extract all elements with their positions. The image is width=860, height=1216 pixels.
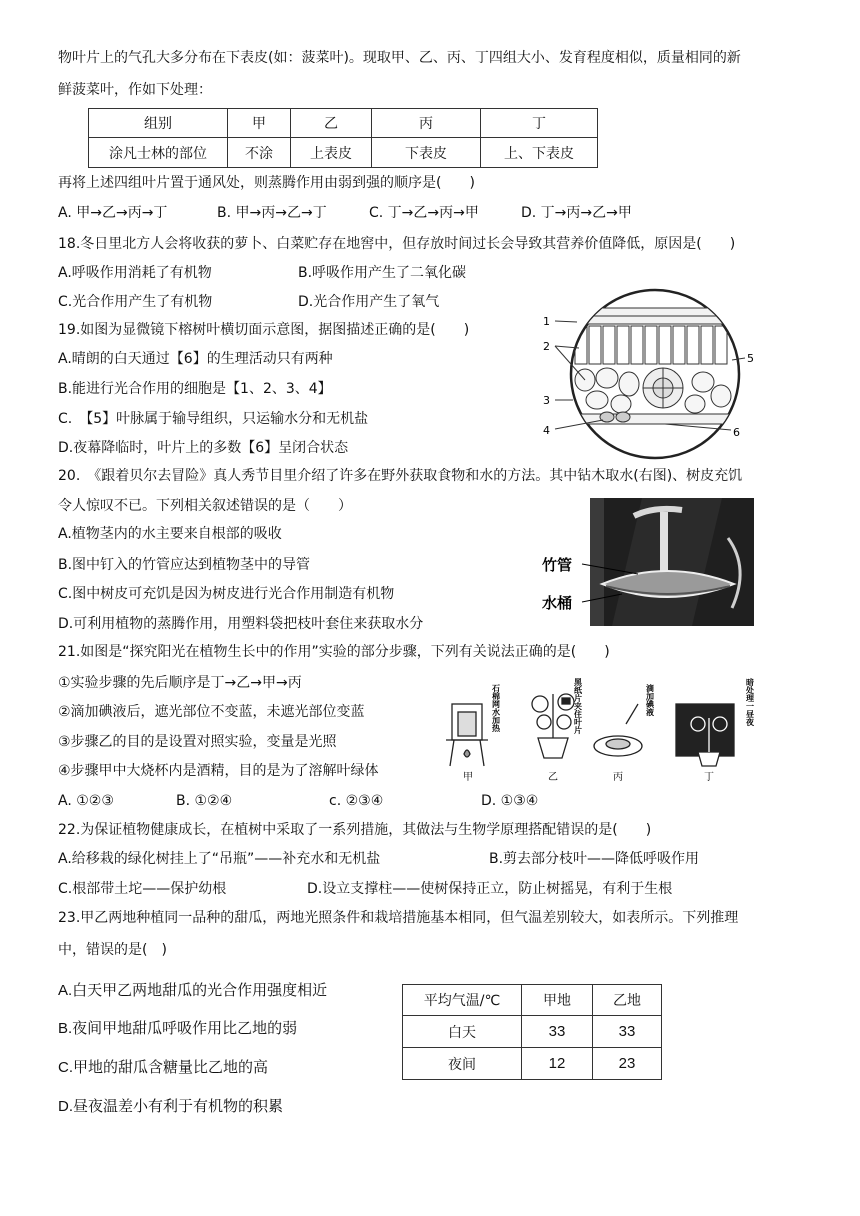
- q18-option-c: C.光合作用产生了有机物: [58, 294, 213, 310]
- intro-line-1: 物叶片上的气孔大多分布在下表皮(如：菠菜叶)。现取甲、乙、丙、丁四组大小、发育程度相似，质量相同的新: [58, 50, 741, 66]
- bucket-label: 水桶: [542, 594, 573, 612]
- q22-option-c: C.根部带土坨——保护幼根: [58, 881, 227, 897]
- leaf-cross-section-figure: [535, 288, 765, 460]
- table-cell: 涂凡士林的部位: [89, 138, 228, 168]
- q18-stem: 18.冬日里北方人会将收获的萝卜、白菜贮存在地窖中，但存放时间过长会导致其营养价值降低，原因是( ): [58, 236, 736, 252]
- q19-option-b: B.能进行光合作用的细胞是【1、2、3、4】: [58, 381, 332, 397]
- q19-option-a: A.晴朗的白天通过【6】的生理活动只有两种: [58, 351, 333, 367]
- label-6: 6: [733, 426, 740, 439]
- q19-option-c: C. 【5】叶脉属于输导组织，只运输水分和无机盐: [58, 411, 369, 427]
- table-header-cell: 甲: [228, 109, 291, 138]
- q23-option-d: D.昼夜温差小有利于有机物的积累: [58, 1098, 284, 1115]
- q19-option-d: D.夜幕降临时，叶片上的多数【6】呈闭合状态: [58, 440, 349, 456]
- q21-option-c: c. ②③④: [329, 793, 384, 809]
- table-cell: 33: [593, 1016, 662, 1048]
- q23-option-c: C.甲地的甜瓜含糖量比乙地的高: [58, 1059, 269, 1076]
- q18-option-a: A.呼吸作用消耗了有机物: [58, 265, 212, 281]
- q21-statement-1: ①实验步骤的先后顺序是丁→乙→甲→丙: [58, 675, 302, 691]
- table-cell: 不涂: [228, 138, 291, 168]
- q17-option-b: B. 甲→丙→乙→丁: [217, 205, 327, 221]
- q21-statement-2: ②滴加碘液后，遮光部位不变蓝，未遮光部位变蓝: [58, 704, 365, 720]
- table-cell: 23: [593, 1048, 662, 1080]
- table-header-cell: 组别: [89, 109, 228, 138]
- label-2: 2: [543, 340, 550, 353]
- label-1: 1: [543, 315, 550, 328]
- q20-option-b: B.图中钉入的竹管应达到植物茎中的导管: [58, 557, 311, 573]
- table-row: [403, 1048, 662, 1080]
- bamboo-tube-drawing: [542, 498, 754, 626]
- table-cell: 上、下表皮: [481, 138, 598, 168]
- q21-option-b: B. ①②④: [176, 793, 233, 809]
- table-header-cell: 甲地: [522, 985, 593, 1016]
- experiment-steps-drawing: [440, 674, 770, 786]
- step-yi-label: 乙: [548, 772, 558, 783]
- label-3: 3: [543, 394, 550, 407]
- q17-option-c: C. 丁→乙→丙→甲: [369, 205, 479, 221]
- intro-line-2: 鲜菠菜叶，作如下处理：: [58, 82, 212, 98]
- step-yi-note: 黑纸片夹住叶片: [573, 678, 583, 734]
- q21-stem: 21.如图是“探究阳光在植物生长中的作用”实验的部分步骤，下列有关说法正确的是( ): [58, 644, 610, 660]
- label-5: 5: [747, 352, 754, 365]
- q23-option-b: B.夜间甲地甜瓜呼吸作用比乙地的弱: [58, 1020, 298, 1037]
- table-header-cell: 丁: [481, 109, 598, 138]
- table-header-cell: 平均气温/℃: [403, 985, 522, 1016]
- q21-option-d: D. ①③④: [481, 793, 539, 809]
- bamboo-tube-photo: [542, 498, 754, 626]
- q17-option-d: D. 丁→丙→乙→甲: [521, 205, 632, 221]
- q22-option-d: D.设立支撑柱——使树保持正立，防止树摇晃，有利于生根: [307, 881, 673, 897]
- q20-stem-line-1: 20. 《跟着贝尔去冒险》真人秀节目里介绍了许多在野外获取食物和水的方法。其中钻木取水(右图)、树皮充饥: [58, 468, 743, 484]
- step-bing-label: 丙: [613, 772, 623, 783]
- temperature-table: [402, 984, 662, 1080]
- label-4: 4: [543, 424, 550, 437]
- step-jia-note: 石棉网水加热: [491, 684, 501, 732]
- q21-statement-4: ④步骤甲中大烧杯内是酒精，目的是为了溶解叶绿体: [58, 763, 379, 779]
- table-header-cell: 乙: [291, 109, 372, 138]
- table-cell: 上表皮: [291, 138, 372, 168]
- step-ding-note: 暗处理一昼夜: [745, 678, 755, 726]
- table-cell: 夜间: [403, 1048, 522, 1080]
- q20-option-d: D.可利用植物的蒸腾作用，用塑料袋把枝叶套住来获取水分: [58, 616, 424, 632]
- q18-option-d: D.光合作用产生了氧气: [298, 294, 440, 310]
- q19-stem: 19.如图为显微镜下榕树叶横切面示意图，据图描述正确的是( ): [58, 322, 470, 338]
- bamboo-tube-label: 竹管: [542, 556, 573, 574]
- q22-option-b: B.剪去部分枝叶——降低呼吸作用: [489, 851, 700, 867]
- step-bing-note: 滴加碘液: [645, 684, 655, 716]
- table-header-cell: 丙: [372, 109, 481, 138]
- table-cell: 33: [522, 1016, 593, 1048]
- experiment-steps-figure: [440, 674, 770, 786]
- q23-option-a: A.白天甲乙两地甜瓜的光合作用强度相近: [58, 982, 328, 999]
- q23-stem-line-1: 23.甲乙两地种植同一品种的甜瓜，两地光照条件和栽培措施基本相同，但气温差别较大，如表所示。下列推理: [58, 910, 739, 926]
- q21-option-a: A. ①②③: [58, 793, 114, 809]
- q22-stem: 22.为保证植物健康成长，在植树中采取了一系列措施，其做法与生物学原理搭配错误的是( ): [58, 822, 652, 838]
- step-jia-label: 甲: [463, 772, 473, 783]
- q17-stem: 再将上述四组叶片置于通风处，则蒸腾作用由弱到强的顺序是( ): [58, 175, 475, 191]
- q20-option-c: C.图中树皮可充饥是因为树皮进行光合作用制造有机物: [58, 586, 395, 602]
- leaf-section-drawing: [535, 288, 765, 460]
- table-cell: 白天: [403, 1016, 522, 1048]
- q20-stem-line-2: 令人惊叹不已。下列相关叙述错误的是（ ）: [58, 498, 352, 514]
- step-ding-label: 丁: [704, 772, 714, 783]
- q21-statement-3: ③步骤乙的目的是设置对照实验，变量是光照: [58, 734, 337, 750]
- q22-option-a: A.给移栽的绿化树挂上了“吊瓶”——补充水和无机盐: [58, 851, 381, 867]
- q18-option-b: B.呼吸作用产生了二氧化碳: [298, 265, 467, 281]
- table-header-cell: 乙地: [593, 985, 662, 1016]
- table-cell: 12: [522, 1048, 593, 1080]
- q17-option-a: A. 甲→乙→丙→丁: [58, 205, 168, 221]
- table-row: [403, 1016, 662, 1048]
- coating-table: [88, 108, 598, 168]
- q23-stem-line-2: 中，错误的是( ): [58, 942, 167, 958]
- q20-option-a: A.植物茎内的水主要来自根部的吸收: [58, 526, 282, 542]
- table-cell: 下表皮: [372, 138, 481, 168]
